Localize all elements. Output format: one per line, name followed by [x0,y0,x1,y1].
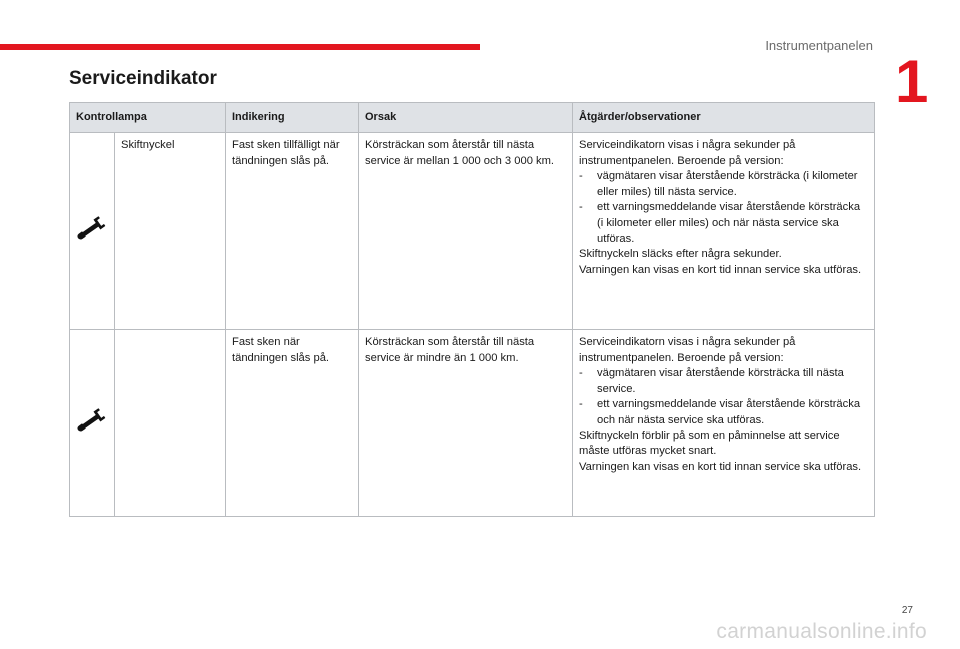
actions-note: Varningen kan visas en kort tid innan service ska utföras. [579,460,862,473]
warning-lamp-cell [70,330,115,517]
actions-note: Skiftnyckeln förblir på som en påminnelse att service måste utföras mycket snart. [579,429,840,458]
cause-text: Körsträckan som återstår till nästa service är mindre än 1 000 km. [359,330,573,517]
section-title: Instrumentpanelen [765,38,873,53]
table-header-row [70,103,875,133]
indication-text: Fast sken tillfälligt när tändningen slås på. [226,133,359,330]
cause-text: Körsträckan som återstår till nästa service är mellan 1 000 och 3 000 km. [359,133,573,330]
table-row [70,330,875,517]
actions-cell [573,133,875,330]
actions-intro: Serviceindikatorn visas i några sekunder på instrumentpanelen. Beroende på version: [579,336,796,364]
header-accent-bar [0,44,480,50]
wrench-icon [74,214,110,242]
actions-cell [573,330,875,517]
column-header: Indikering [226,103,359,133]
lamp-name: Skiftnyckel [115,133,226,330]
lamp-name [115,330,226,517]
list-item: - vägmätaren visar återstående körsträcka (i kilometer eller miles) till nästa service. [579,170,858,198]
page-title: Serviceindikator [69,68,217,89]
wrench-icon [74,406,110,434]
column-header: Åtgärder/observationer [573,103,875,133]
actions-note: Skiftnyckeln släcks efter några sekunder. [579,248,782,261]
actions-note: Varningen kan visas en kort tid innan service ska utföras. [579,263,862,276]
watermark: carmanualsonline.info [716,620,927,643]
column-header: Kontrollampa [70,103,226,133]
page-number: 27 [901,605,913,616]
column-header: Orsak [359,103,573,133]
list-item: - vägmätaren visar återstående körsträcka till nästa service. [579,367,844,395]
list-item: - ett varningsmeddelande visar återstående körsträcka och när nästa service ska utföras. [579,398,861,426]
actions-intro: Serviceindikatorn visas i några sekunder på instrumentpanelen. Beroende på version: [579,139,796,167]
warning-lamp-cell [70,133,115,330]
chapter-number: 1 [895,48,929,115]
table-row [70,133,875,330]
service-indicator-table [69,102,875,517]
indication-text: Fast sken när tändningen slås på. [226,330,359,517]
list-item: - ett varningsmeddelande visar återstående körsträcka (i kilometer eller miles) och när nästa service ska utföras. [579,201,861,245]
